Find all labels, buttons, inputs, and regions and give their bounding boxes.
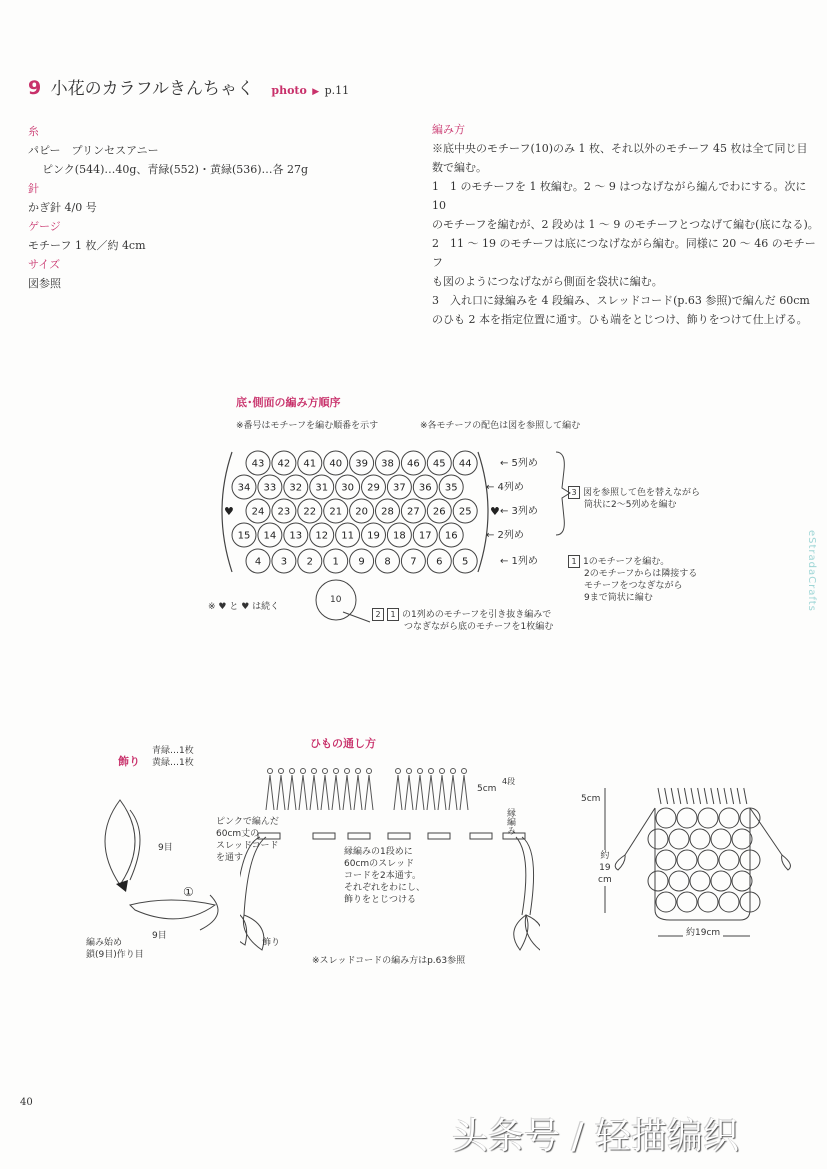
needle: かぎ針 4/0 号 [28,201,97,214]
edge-stitch [724,788,727,804]
order-note: ※番号はモチーフを編む順番を示す [236,421,379,431]
edge-stitch [299,775,307,810]
motif-number: 19 [367,530,380,542]
color-note: ※各モチーフの配色は図を参照して編む [420,421,581,431]
cord-pass [313,833,335,839]
motif-number: 11 [341,530,354,542]
heart-icon: ♥ [224,505,234,518]
page-number: 40 [20,1097,33,1108]
left-note [216,816,279,864]
instruction-line: 数で編む。 [432,161,487,174]
motif-number: 23 [277,506,291,518]
edge-stitch [684,788,687,804]
row-label: ← 4列め [486,482,524,493]
motif-number: 21 [329,506,343,518]
start-note [86,937,144,961]
note-line: 縁編みの1段めに [344,847,413,857]
note-line: 飾りをとじつける [344,895,417,905]
pattern-number: 9 [28,77,42,99]
edge-stitch [288,775,296,810]
gauge: モチーフ 1 枚／約 4cm [28,239,146,252]
motif-number: 30 [341,482,354,494]
yarn-heading: 糸 [28,125,39,138]
decoration-title: 飾り [118,755,140,768]
note-line: ピンクで編んだ [216,817,279,827]
edge-stitch [698,788,701,804]
step-text: つなぎながら底のモチーフを1枚編む [404,622,554,632]
edge-stitch [460,775,468,810]
bag-motif [669,829,689,849]
edge-stitch [665,788,668,804]
motif-number: 37 [393,482,406,494]
motif-number: 34 [237,482,251,494]
picot [268,769,273,774]
cord-pass [428,833,450,839]
edge-stitch [427,775,435,810]
edge-stitch [717,788,720,804]
step-text: モチーフをつなぎながら [584,581,683,591]
picot [301,769,306,774]
motif-number: 43 [251,458,265,470]
row-label: ← 1列め [500,556,538,567]
cord-pass [348,833,370,839]
step1-note [568,555,697,604]
edge-stitch [449,775,457,810]
edge-stitch [343,775,351,810]
leaf-lower [130,900,215,919]
edge-stitch [394,775,402,810]
edge-stitch [321,775,329,810]
motif-number: 39 [355,458,368,470]
bag-motif [698,892,718,912]
height-part: 約 [600,851,610,861]
note-line: スレッドコード [216,841,279,851]
motif-number: 41 [303,458,317,470]
size-heading: サイズ [28,258,61,271]
step3-note [568,486,700,511]
gauge-heading: ゲージ [28,220,61,233]
motif-number: 18 [393,530,406,542]
motif-number: 15 [237,530,251,542]
row-label: ← 2列め [486,530,524,541]
motif-number: 13 [289,530,303,542]
color-line: 青緑…1枚 [152,746,194,756]
edge-label: 縁編み [505,808,515,835]
step-text: 9まで筒状に編む [584,593,653,603]
arrow-icon: ▶ [312,87,320,97]
cord-pass [388,833,410,839]
bag-motif [719,892,739,912]
picot [440,769,445,774]
motif-number: 1 [332,556,339,568]
edge-stitch [310,775,318,810]
row-label: ← 3列め [500,506,538,517]
round-marker: ① [183,885,194,899]
cord-footnote: ※スレッドコードの編み方はp.63参照 [312,956,466,966]
bag-motif [690,871,710,891]
edge-stitch [678,788,681,804]
step-text: 図を参照して色を替えながら [583,488,701,498]
motif-number: 20 [355,506,368,518]
bag-motif [711,871,731,891]
motif-number: 27 [407,506,420,518]
motif-number: 31 [315,482,329,494]
cord-title: ひもの通し方 [310,737,376,750]
step-text: の1列めのモチーフを引き抜き編みで [402,610,552,620]
instruction-line: も図のようにつなげながら側面を袋状に編む。 [432,275,663,288]
size: 図参照 [28,277,61,290]
bag-height [598,850,612,886]
bag-motif [677,808,697,828]
step-number: 3 [568,486,580,499]
bag-width: 約19cm [683,927,723,939]
height-part: 19 [599,863,611,873]
motif-number: 17 [418,530,432,542]
motif-number: 16 [444,530,458,542]
instruction-line: 1 1 のモチーフを 1 枚編む。2 〜 9 はつなげながら編んでわにする。次に 10 [432,180,807,212]
motif-number: 3 [280,556,288,568]
photo-label: photo [271,84,307,97]
center-note [344,846,425,906]
motif-number: 25 [458,506,472,518]
picot [407,769,412,774]
step2-note [372,608,553,633]
note-line: 編み始め [86,938,123,948]
heart-icon: ♥ [490,505,500,518]
note-line: を通す [216,853,244,863]
bag-motif [669,871,689,891]
edge-stitch [277,775,285,810]
motif-number: 7 [410,556,417,568]
edge-stitch [266,775,274,810]
bag-motif [719,808,739,828]
bag-motif [711,829,731,849]
picot [356,769,361,774]
picot [279,769,284,774]
ornament-label: 飾り [262,938,281,948]
rows-label: 4段 [502,777,516,786]
picot [451,769,456,774]
edge-stitch [354,775,362,810]
picot [323,769,328,774]
leaf-upper [105,800,135,885]
edge-height: 5cm [477,784,497,794]
edge-stitch [731,788,734,804]
motif-number: 44 [458,458,472,470]
picot [462,769,467,774]
bag-motif [656,892,676,912]
yarn-brand: パピー プリンセスアニー [28,144,159,157]
bag-motif [648,871,668,891]
motif-number: 29 [367,482,380,494]
bag-motif [732,871,752,891]
side-watermark: eStradaCrafts [806,530,817,612]
motif-number: 32 [289,482,303,494]
edge-stitch [711,788,714,804]
step-text: 2のモチーフからは隣接する [584,569,698,579]
motif-number: 38 [381,458,394,470]
edge-stitch [704,788,707,804]
note-line: それぞれをわにし、 [344,883,426,893]
motif-number: 28 [381,506,394,518]
note-line: 60cmのスレッド [344,859,415,869]
bag-motif [648,829,668,849]
bag-motif [677,850,697,870]
edge-stitch [416,775,424,810]
yarn-amounts: ピンク(544)…40g、青緑(552)・黄緑(536)…各 27g [42,163,309,176]
step-ref: 1 [387,608,399,621]
picot [367,769,372,774]
color-line: 黄緑…1枚 [152,758,194,768]
edge-stitch [658,788,661,804]
motif-number: 8 [384,556,391,568]
edge-stitch [671,788,674,804]
top-height: 5cm [581,794,601,804]
motif-number: 4 [254,556,262,568]
bag-motif [719,850,739,870]
instruction-line: のひも 2 本を指定位置に通す。ひも端をとじつけ、飾りをつけて仕上げる。 [432,313,808,326]
note-line: 60cm丈の [216,829,260,839]
step-number: 2 [372,608,384,621]
motif-number: 24 [251,506,265,518]
edge-stitch [405,775,413,810]
instructions-heading: 編み方 [432,123,465,136]
stitch-count: 9目 [158,843,173,853]
picot [418,769,423,774]
motif-number: 40 [329,458,343,470]
bag-motif [677,892,697,912]
edge-stitch [691,788,694,804]
motif-number: 22 [303,506,317,518]
edge-stitch [438,775,446,810]
cord-pass [470,833,492,839]
height-part: cm [598,875,612,885]
ornament-right [514,915,540,950]
picot [312,769,317,774]
motif-number: 33 [263,482,277,494]
ornament [615,855,790,870]
bottom-motif-number: 10 [330,595,342,605]
edge-stitch [365,775,373,810]
needle-heading: 針 [28,182,39,195]
motif-number: 9 [358,556,365,568]
motif-number: 46 [407,458,420,470]
bag-motif [656,808,676,828]
cord-right [516,837,534,915]
step-number: 1 [568,555,580,568]
row-label: ← 5列め [500,458,538,469]
note-line: コードを2本通す。 [344,871,422,881]
bottom-watermark: 头条号 / 轻描编织 [452,1116,740,1157]
instruction-line: ※底中央のモチーフ(10)のみ 1 枚、それ以外のモチーフ 45 枚は全て同じ目 [432,142,808,155]
picot [396,769,401,774]
motif-number: 12 [315,530,329,542]
motif-number: 36 [418,482,432,494]
edge-stitch [737,788,740,804]
picot [334,769,339,774]
motif-number: 6 [436,556,443,568]
photo-page: p.11 [324,84,350,97]
pattern-title: 小花のカラフルきんちゃく [50,79,254,99]
bag-motif [732,829,752,849]
picot [429,769,434,774]
motif-number: 26 [432,506,446,518]
step-text: 筒状に2〜5列めを編む [584,500,677,510]
bag-motif [656,850,676,870]
picot [345,769,350,774]
motif-number: 45 [432,458,446,470]
bag-motif [698,808,718,828]
heart-note: ※ ♥ と ♥ は続く [208,602,280,612]
edge-stitch [744,788,747,804]
motif-number: 5 [462,556,469,568]
bag-motif [698,850,718,870]
note-line: 鎖(9目)作り目 [86,950,144,960]
picot [290,769,295,774]
instruction-line: 3 入れ口に縁編みを 4 段編み、スレッドコード(p.63 参照)で編んだ 60cm [432,294,810,307]
order-diagram-title: 底･側面の編み方順序 [236,396,341,409]
instruction-line: のモチーフを編むが、2 段めは 1 〜 9 のモチーフとつなげて編む(底になる)。 [432,218,819,231]
right-bracket [478,452,488,572]
motif-number: 2 [306,556,313,568]
decoration-colors [152,745,194,769]
edge-stitch [332,775,340,810]
instruction-line: 2 11 〜 19 のモチーフは底につなげながら編む。同様に 20 〜 46 のモチーフ [432,237,816,269]
motif-number: 35 [444,482,458,494]
ornament-left [240,915,264,950]
bag-motif [690,829,710,849]
motif-number: 14 [263,530,277,542]
motif-number: 42 [277,458,291,470]
stitch-count: 9目 [152,931,167,941]
step-text: 1のモチーフを編む。 [583,557,670,567]
